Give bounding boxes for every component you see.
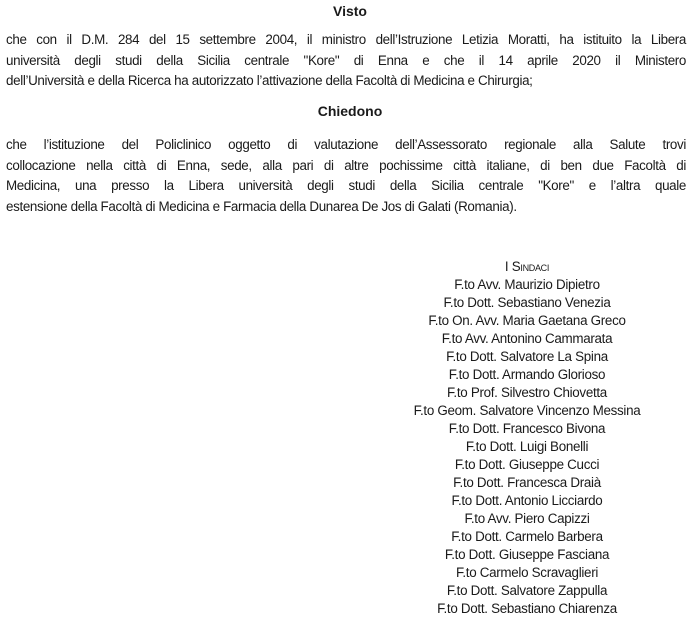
signature-line: F.to Dott. Salvatore La Spina bbox=[446, 349, 608, 364]
paragraph-line: Medicina, una presso la Libera università degli studi della Sicilia centrale "Kore" e l’altra quale bbox=[6, 178, 686, 193]
paragraph-line: università degli studi della Sicilia centrale "Kore" di Enna e che il 14 aprile 2020 il Ministero bbox=[6, 52, 686, 68]
signature-line: F.to Dott. Francesca Draià bbox=[453, 475, 601, 490]
heading-chiedono: Chiedono bbox=[317, 103, 383, 119]
signature-line: F.to Dott. Carmelo Barbera bbox=[451, 529, 603, 544]
heading-visto: Visto bbox=[333, 3, 367, 19]
signature-line: F.to Dott. Salvatore Zappulla bbox=[446, 583, 608, 598]
signature-line: F.to Avv. Maurizio Dipietro bbox=[454, 277, 600, 292]
signature-line: F.to On. Avv. Maria Gaetana Greco bbox=[428, 313, 626, 328]
paragraph-line: che l’istituzione del Policlinico oggetto di valutazione dell’Assessorato regionale alla Salute trovi bbox=[6, 137, 686, 152]
paragraph-line: collocazione nella città di Enna, sede, alla pari di altre pochissime città italiane, di ben due Facoltà di bbox=[6, 157, 686, 173]
signature-line: F.to Prof. Silvestro Chiovetta bbox=[447, 385, 607, 400]
signatures-title: I Sindaci bbox=[504, 259, 550, 274]
signature-line: F.to Carmelo Scravaglieri bbox=[455, 565, 599, 580]
paragraph-visto bbox=[6, 30, 686, 92]
signature-line: F.to Dott. Francesco Bivona bbox=[448, 421, 606, 436]
paragraph-line: estensione della Facoltà di Medicina e Farmacia della Dunarea De Jos di Galati (Romania). bbox=[6, 198, 517, 214]
signature-line: F.to Dott. Sebastiano Chiarenza bbox=[437, 601, 617, 616]
signature-line: F.to Avv. Antonino Cammarata bbox=[441, 331, 613, 346]
signature-line: F.to Dott. Giuseppe Fasciana bbox=[444, 547, 610, 562]
signature-line: F.to Avv. Piero Capizzi bbox=[464, 511, 590, 526]
signature-line: F.to Dott. Sebastiano Venezia bbox=[443, 295, 611, 310]
signature-line: F.to Dott. Giuseppe Cucci bbox=[454, 457, 600, 472]
signature-line: F.to Dott. Armando Glorioso bbox=[448, 367, 606, 382]
signature-line: F.to Geom. Salvatore Vincenzo Messina bbox=[413, 403, 641, 418]
signature-line: F.to Dott. Antonio Licciardo bbox=[451, 493, 603, 508]
paragraph-chiedono bbox=[6, 135, 686, 217]
paragraph-line: dell’Università e della Ricerca ha autorizzato l’attivazione della Facoltà di Medicina e Chirurgia; bbox=[6, 73, 533, 88]
signatures-block bbox=[370, 258, 684, 618]
paragraph-line: che con il D.M. 284 del 15 settembre 2004, il ministro dell’Istruzione Letizia Moratti, ha istituito la Libera bbox=[6, 32, 686, 47]
signature-line: F.to Dott. Luigi Bonelli bbox=[465, 439, 589, 454]
